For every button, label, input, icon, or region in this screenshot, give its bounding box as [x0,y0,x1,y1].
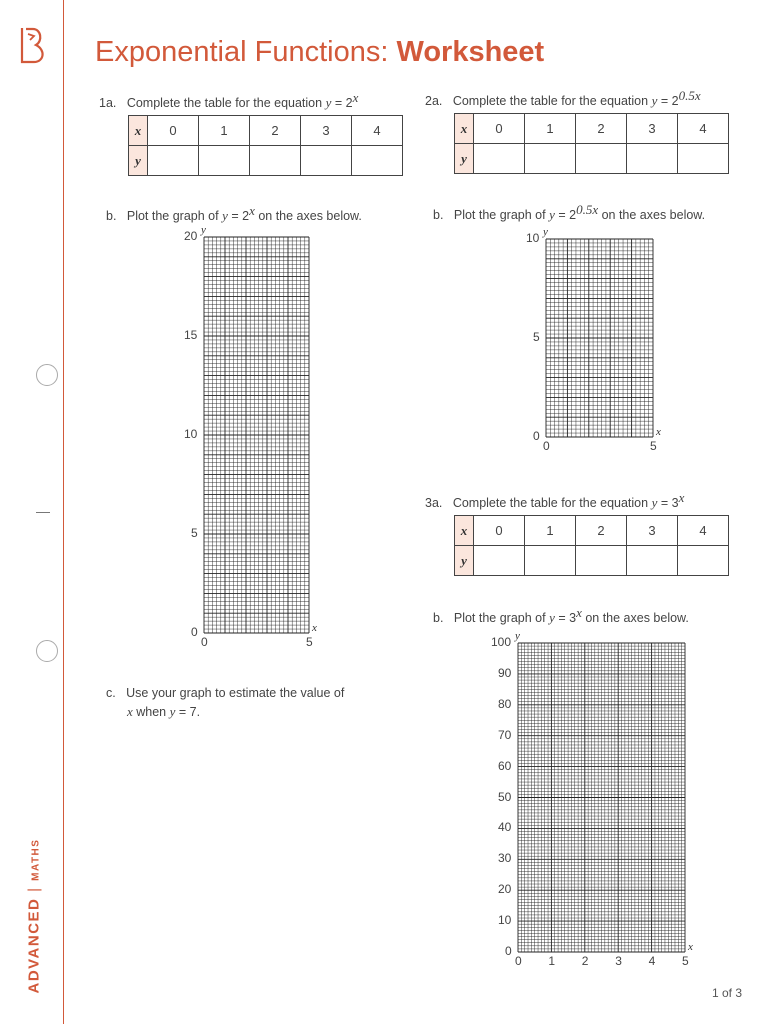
table-y-header: y [129,146,148,176]
table-cell: 0 [474,516,525,546]
y-tick-label: 0 [191,625,198,639]
table-x-header: x [455,114,474,144]
x-tick-label: 0 [515,954,522,968]
x-tick-label: 5 [650,439,657,453]
table-x-header: x [129,116,148,146]
y-tick-label: 90 [498,665,512,680]
table-cell: 2 [576,114,627,144]
y-axis-variable: y [515,630,520,642]
q1b-prompt: b. Plot the graph of $y = 2^x$ on the axes below. [106,203,362,224]
x-axis-variable: x [656,426,661,438]
table-cell: 3 [301,116,352,146]
table-cell: 4 [678,516,729,546]
y-tick-label: 10 [526,231,540,245]
y-tick-label: 15 [184,328,198,342]
grid-lines [518,643,685,952]
table-cell: 3 [627,114,678,144]
x-tick-label: 5 [306,635,313,649]
table-cell: 2 [576,516,627,546]
q3a-prompt: 3a. Complete the table for the equation $y = 3^x$ [425,490,685,511]
brand-word-advanced: ADVANCED [25,897,43,994]
y-tick-label: 70 [498,727,512,742]
y-tick-label: 100 [491,635,512,649]
x-tick-label: 5 [682,954,689,968]
table-cell: 3 [627,516,678,546]
q1a-prompt: 1a. Complete the table for the equation $y = 2^x$ [99,90,359,111]
table-cell: 1 [525,516,576,546]
table-cell: 4 [678,114,729,144]
q2b-prompt: b. Plot the graph of $y = 2^{0.5x}$ on the axes below. [433,202,706,223]
y-tick-label: 20 [184,229,198,243]
y-tick-label: 50 [498,789,512,804]
y-tick-label: 20 [498,882,512,897]
y-tick-label: 5 [533,330,540,344]
table-cell: 4 [352,116,403,146]
table-cell: 0 [474,114,525,144]
brand-word-maths: MATHS [30,838,42,881]
y-tick-label: 5 [191,526,198,540]
y-axis-variable: y [543,226,548,238]
page-number: 1 of 3 [711,986,742,1000]
q3b-prompt: b. Plot the graph of $y = 3^x$ on the axes below. [433,605,689,626]
y-tick-label: 0 [533,429,540,443]
y-tick-label: 10 [184,427,198,441]
y-tick-label: 10 [498,913,512,928]
y-tick-label: 60 [498,758,512,773]
y-tick-label: 40 [498,820,512,835]
y-tick-label: 0 [505,944,512,958]
y-tick-label: 30 [498,851,512,866]
q1c-prompt: c. Use your graph to estimate the value of [106,686,345,700]
x-tick-label: 0 [201,635,208,649]
x-axis-variable: x [312,622,317,634]
table-y-header: y [455,546,474,576]
x-axis-variable: x [688,941,693,953]
table-cell: 1 [199,116,250,146]
table-cell: 0 [148,116,199,146]
table-cell: 2 [250,116,301,146]
brand-wordmark: ADVANCED | MATHS [25,838,43,994]
x-tick-label: 1 [548,954,556,968]
q2a-prompt: 2a. Complete the table for the equation $y = 2^{0.5x}$ [425,88,701,109]
table-cell: 1 [525,114,576,144]
q1c-prompt-line2: x when y = 7. [127,704,201,719]
y-axis-variable: y [201,224,206,236]
table-y-header: y [455,144,474,174]
page-title: Exponential Functions: Worksheet [95,36,545,68]
table-x-header: x [455,516,474,546]
x-tick-label: 3 [615,954,622,968]
y-tick-label: 80 [498,696,512,711]
x-tick-label: 4 [648,954,656,968]
x-tick-label: 2 [581,954,589,968]
x-tick-label: 0 [543,439,550,453]
